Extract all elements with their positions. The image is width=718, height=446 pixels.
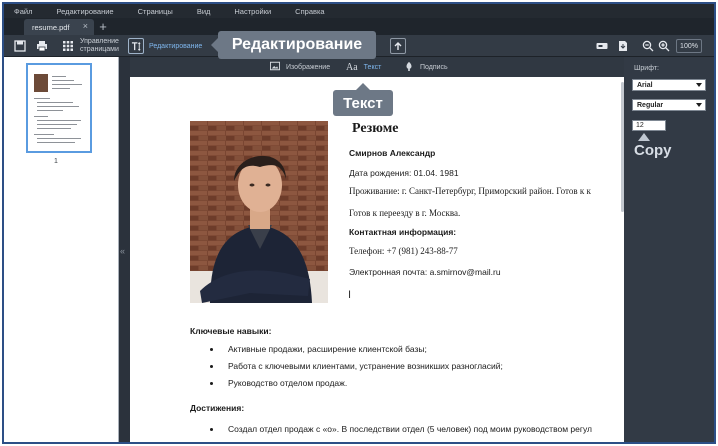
sign-tool[interactable]	[404, 61, 448, 73]
bullet	[210, 382, 213, 385]
thumbnail-line	[52, 84, 82, 85]
thumbnail-line	[37, 120, 81, 121]
tab-resume[interactable]	[24, 19, 94, 35]
font-style-select[interactable]	[632, 99, 706, 111]
grid-icon[interactable]	[60, 38, 76, 54]
bullet	[210, 428, 213, 431]
text-cursor-icon: I	[348, 289, 352, 301]
new-tab-button[interactable]: +	[99, 19, 107, 34]
edit-subtoolbar	[130, 57, 624, 77]
chevron-down-icon	[696, 103, 702, 107]
text-tool-label: Текст	[363, 63, 382, 71]
sign-tool-label: Подпись	[420, 63, 448, 71]
edit-mode-button[interactable]	[128, 38, 202, 54]
app-window	[2, 2, 716, 444]
thumbnail-line	[37, 110, 63, 111]
document-page[interactable]	[130, 77, 624, 444]
upload-icon[interactable]	[390, 38, 406, 54]
birth-date[interactable]: Дата рождения: 01.04. 1981	[349, 168, 459, 178]
resume-name[interactable]: Смирнов Александр	[349, 148, 436, 158]
thumbnail-line	[37, 124, 77, 125]
manage-pages-label-2: страницами	[80, 46, 119, 53]
text-tool[interactable]	[346, 61, 381, 73]
thumbnail-photo	[34, 74, 48, 92]
menu-settings[interactable]: Настройки	[234, 6, 272, 16]
copy-callout-text: Copy	[634, 142, 672, 159]
chevron-down-icon	[696, 83, 702, 87]
relocate-line[interactable]: Готов к переезду в г. Москва.	[349, 208, 461, 218]
manage-pages-button[interactable]	[80, 38, 119, 54]
thumbnail-line	[52, 88, 70, 89]
thumbnail-line	[52, 80, 74, 81]
edit-callout: Редактирование	[218, 31, 376, 59]
manage-pages-label-1: Управление	[80, 38, 119, 45]
pen-icon	[404, 61, 414, 73]
contact-header[interactable]: Контактная информация:	[349, 227, 457, 237]
font-family-value: Arial	[637, 81, 653, 89]
thumbnail-line	[34, 134, 54, 135]
zoom-select[interactable]: 100%	[676, 39, 702, 53]
email-line[interactable]: Электронная почта: a.smirnov@mail.ru	[349, 267, 501, 277]
font-label: Шрифт:	[634, 65, 659, 72]
copy-callout	[634, 133, 678, 159]
bullet	[210, 365, 213, 368]
image-tool-label: Изображение	[286, 63, 331, 71]
thumbnail-line	[37, 138, 81, 139]
skill-item[interactable]: Активные продажи, расширение клиентской базы;	[228, 344, 427, 354]
thumbnail-line	[37, 142, 75, 143]
resume-photo[interactable]	[190, 121, 328, 303]
zoom-out-icon[interactable]	[640, 38, 656, 54]
bullet	[210, 348, 213, 351]
thumbnail-line	[52, 76, 66, 77]
thumbnail-line	[37, 128, 71, 129]
text-icon: Aa	[346, 61, 358, 73]
thumbnail-line	[37, 102, 73, 103]
rename-icon[interactable]	[594, 38, 610, 54]
page-thumbnail[interactable]	[26, 63, 92, 153]
text-callout: Текст	[333, 90, 393, 116]
zoom-in-icon[interactable]	[656, 38, 672, 54]
callout-arrow-icon	[638, 133, 650, 141]
achievements-header[interactable]: Достижения:	[190, 403, 245, 413]
menu-view[interactable]: Вид	[196, 6, 211, 16]
tab-close-icon[interactable]: ×	[82, 21, 88, 31]
skills-header[interactable]: Ключевые навыки:	[190, 326, 272, 336]
font-family-select[interactable]	[632, 79, 706, 91]
collapse-sidebar-icon[interactable]: «	[120, 246, 126, 256]
image-icon	[270, 61, 280, 73]
page-number: 1	[54, 158, 58, 165]
skill-item[interactable]: Руководство отделом продаж.	[228, 378, 348, 388]
document-icon[interactable]	[615, 38, 631, 54]
save-icon[interactable]	[12, 38, 28, 54]
print-icon[interactable]	[34, 38, 50, 54]
phone-line[interactable]: Телефон: +7 (981) 243-88-77	[349, 246, 458, 256]
thumbnail-line	[34, 116, 48, 117]
menubar	[4, 4, 714, 18]
residence-line[interactable]: Проживание: г. Санкт-Петербург, Приморский район. Готов к к	[349, 186, 591, 196]
font-properties-panel	[624, 57, 714, 444]
page-thumbnails-panel	[4, 57, 119, 444]
font-size-input[interactable]: 12	[632, 120, 666, 131]
tab-title: resume.pdf	[32, 22, 70, 32]
image-tool[interactable]	[270, 61, 330, 73]
achievement-item[interactable]: Создал отдел продаж с «о». В последствии отдел (5 человек) под моим руководством регул	[228, 424, 592, 434]
thumbnail-line	[34, 98, 50, 99]
edit-mode-label: Редактирование	[149, 42, 203, 50]
menu-help[interactable]: Справка	[295, 6, 325, 16]
skill-item[interactable]: Работа с ключевыми клиентами, устранение возникших разногласий;	[228, 361, 503, 371]
thumbnail-line	[37, 106, 79, 107]
menu-file[interactable]: Файл	[14, 6, 33, 16]
text-edit-icon	[128, 38, 144, 54]
menu-edit[interactable]: Редактирование	[56, 6, 114, 16]
font-style-value: Regular	[637, 101, 664, 109]
resume-title[interactable]: Резюме	[352, 121, 399, 136]
menu-pages[interactable]: Страницы	[137, 6, 173, 16]
